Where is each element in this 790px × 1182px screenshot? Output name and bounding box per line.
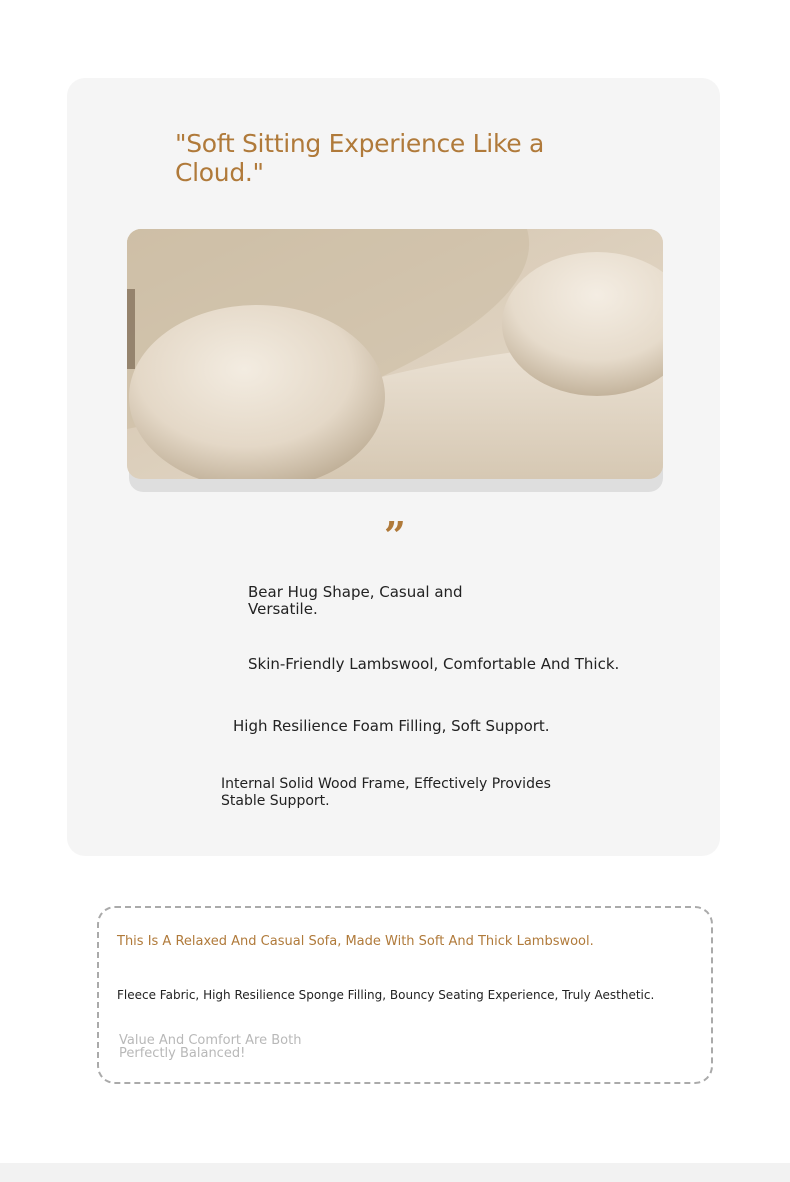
sofa-illustration [127,229,663,479]
feature-item: Skin-Friendly Lambswool, Comfortable And Thick. [248,655,620,673]
sofa-photo [127,229,663,479]
summary-headline: This Is A Relaxed And Casual Sofa, Made With Soft And Thick Lambswool. [117,934,594,949]
footer-band [0,1163,790,1182]
summary-detail: Fleece Fabric, High Resilience Sponge Filling, Bouncy Seating Experience, Truly Aesthetic. [117,988,655,1002]
quote-icon: ” [384,513,406,558]
feature-item: Bear Hug Shape, Casual and Versatile. [248,583,463,618]
feature-item: Internal Solid Wood Frame, Effectively Provides Stable Support. [221,776,551,809]
headline: "Soft Sitting Experience Like a Cloud." [175,129,544,187]
wood-edge [127,289,135,369]
feature-item: High Resilience Foam Filling, Soft Support. [233,717,550,735]
summary-tagline: Value And Comfort Are Both Perfectly Balanced! [119,1033,302,1061]
